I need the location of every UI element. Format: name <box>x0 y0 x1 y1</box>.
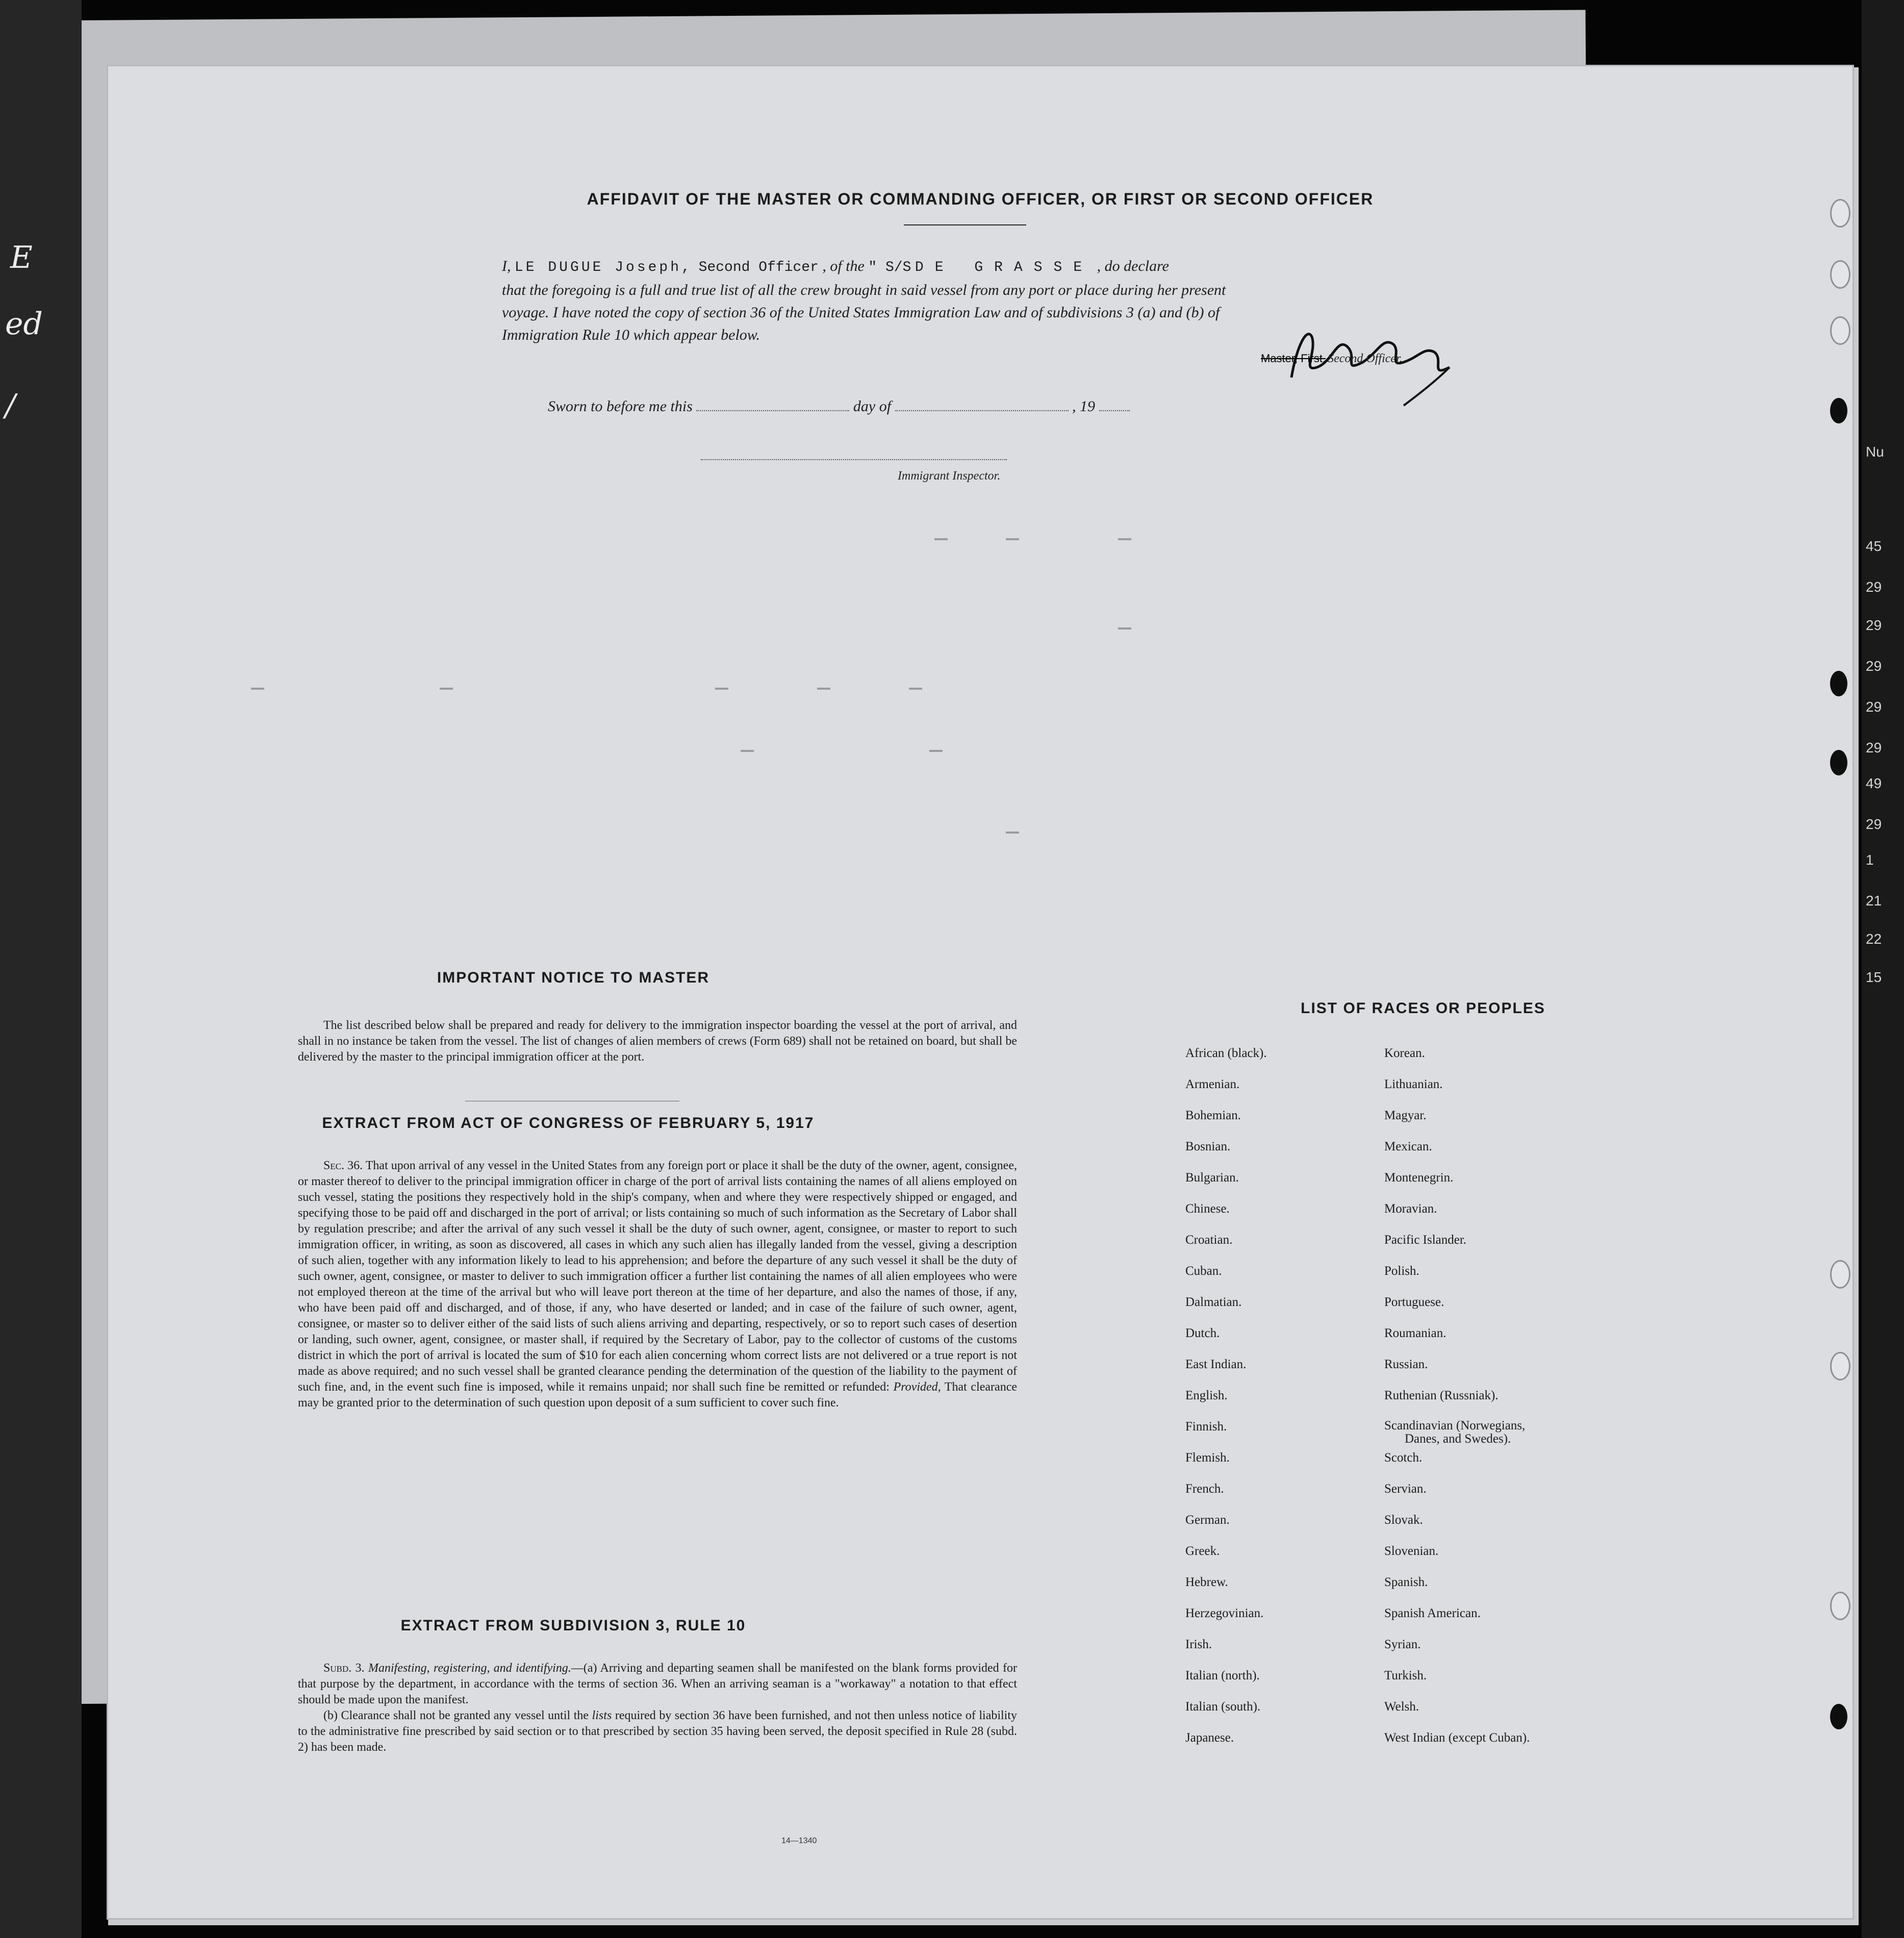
act-extract-text <box>298 1158 1017 1411</box>
bleed-mark <box>251 688 264 690</box>
race-item: West Indian (except Cuban). <box>1384 1731 1530 1745</box>
race-item: Polish. <box>1384 1264 1419 1278</box>
races-column-2 <box>1384 1046 1530 1761</box>
edge-number: Nu <box>1866 444 1884 460</box>
affidavit-title: AFFIDAVIT OF THE MASTER OR COMMANDING OFFICER, OR FIRST OR SECOND OFFICER <box>587 190 1374 208</box>
bleed-mark <box>715 688 728 690</box>
edge-number: 29 <box>1866 740 1882 756</box>
race-item: Servian. <box>1384 1482 1427 1496</box>
race-item: Welsh. <box>1384 1700 1419 1714</box>
signature-caption <box>1261 352 1403 366</box>
race-item: Magyar. <box>1384 1109 1427 1122</box>
race-item: Mexican. <box>1384 1140 1432 1153</box>
race-item: French. <box>1185 1482 1224 1496</box>
edge-number: 29 <box>1866 699 1882 715</box>
edge-handwriting: / <box>5 388 16 423</box>
affidavit-line-3: voyage. I have noted the copy of section 36 of the United States Immigration Law and of subdivisions 3 (a) and (b) of <box>502 304 1220 321</box>
subd-b-start: (b) Clearance shall not be granted any vessel until the <box>323 1709 589 1722</box>
race-item: Roumanian. <box>1384 1326 1446 1340</box>
race-item: Flemish. <box>1185 1451 1230 1465</box>
race-item: Croatian. <box>1185 1233 1233 1247</box>
act-extract-title: EXTRACT FROM ACT OF CONGRESS OF FEBRUARY 5, 1917 <box>322 1115 815 1131</box>
right-edge-strip <box>1862 0 1904 1938</box>
edge-number: 29 <box>1866 579 1882 595</box>
edge-number: 21 <box>1866 893 1882 909</box>
race-item: Russian. <box>1384 1357 1428 1371</box>
race-item: Irish. <box>1185 1638 1212 1651</box>
bleed-mark <box>929 750 943 752</box>
sworn-year-field <box>1099 410 1130 411</box>
race-item: Scotch. <box>1384 1451 1423 1465</box>
bleed-mark <box>1118 538 1131 540</box>
race-item: Cuban. <box>1185 1264 1222 1278</box>
race-item: Turkish. <box>1384 1669 1427 1682</box>
race-item: Spanish American. <box>1384 1606 1481 1620</box>
affidavit-line-2: that the foregoing is a full and true list of all the crew brought in said vessel from any port or place during her present <box>502 282 1226 298</box>
subd-b-end: required by section 36 have been furnished, and not then unless notice of liability to the administrative fine prescribed by said section or to that prescribed by section 35 having been served, the deposit specified in Rule 28 (subd. 2) has been made. <box>298 1709 1018 1754</box>
sworn-date-field <box>696 410 849 411</box>
title-rule <box>904 224 1026 225</box>
race-item: Dutch. <box>1185 1326 1220 1340</box>
edge-handwriting: E <box>10 240 33 275</box>
race-item: Greek. <box>1185 1544 1220 1558</box>
race-item: Portuguese. <box>1384 1295 1444 1309</box>
affidavit-line-4: Immigration Rule 10 which appear below. <box>502 326 760 343</box>
race-item: East Indian. <box>1185 1357 1247 1371</box>
bleed-mark <box>817 688 830 690</box>
sworn-line <box>548 398 1130 415</box>
subd-heading: Manifesting, registering, and identifying. <box>368 1662 571 1675</box>
edge-number: 29 <box>1866 617 1882 633</box>
subd-a-body: —(a) Arriving and departing seamen shall be manifested on the blank forms provided for that purpose by the department, in accordance with the terms of section 36. When an arriving seaman is a "workaway" a notation to that effect should be made upon the manifest. <box>298 1662 1017 1706</box>
race-item: Moravian. <box>1384 1202 1437 1216</box>
race-item: Bohemian. <box>1185 1109 1241 1122</box>
binder-hole <box>1830 316 1850 345</box>
race-item: Japanese. <box>1185 1731 1234 1745</box>
race-item: Slovak. <box>1384 1513 1423 1527</box>
affidavit-line-1 <box>502 255 1609 279</box>
binder-hole <box>1830 398 1847 423</box>
form-code: 14—1340 <box>781 1836 817 1845</box>
notice-paragraph: The list described below shall be prepared and ready for delivery to the immigration inspector boarding the vessel at the port of arrival, and shall in no instance be taken from the vessel. The list of changes of alien members of crews (Form 689) shall not be retained on board, but shall be delivered by the master to the principal immigration officer at the port. <box>298 1019 1017 1064</box>
race-item: Armenian. <box>1185 1077 1240 1091</box>
vessel-name: DE GRASSE <box>915 260 1094 275</box>
binder-hole <box>1830 199 1850 228</box>
binder-hole <box>1830 1260 1850 1289</box>
binder-hole <box>1830 260 1850 289</box>
sworn-prefix: Sworn to before me this <box>548 398 693 415</box>
race-item: Italian (north). <box>1185 1669 1260 1682</box>
binder-hole <box>1830 671 1847 696</box>
race-item: Montenegrin. <box>1384 1171 1454 1185</box>
edge-handwriting: ed <box>5 306 43 342</box>
inspector-signature-line <box>701 459 1007 460</box>
left-edge-strip <box>0 0 82 1938</box>
rule-extract-title: EXTRACT FROM SUBDIVISION 3, RULE 10 <box>400 1617 746 1634</box>
edge-number: 22 <box>1866 931 1882 947</box>
race-item: Chinese. <box>1185 1202 1230 1216</box>
race-item: Syrian. <box>1384 1638 1421 1651</box>
edge-number: 29 <box>1866 658 1882 674</box>
race-item: African (black). <box>1185 1046 1267 1060</box>
binder-hole <box>1830 1704 1847 1729</box>
rule-extract-text <box>298 1660 1017 1755</box>
race-item: Italian (south). <box>1185 1700 1261 1714</box>
race-item: Dalmatian. <box>1185 1295 1242 1309</box>
race-item: Korean. <box>1384 1046 1425 1060</box>
bleed-mark <box>440 688 453 690</box>
race-item: Herzegovinian. <box>1185 1606 1264 1620</box>
subd-label: Subd. 3. <box>323 1662 365 1675</box>
edge-number: 45 <box>1866 538 1882 554</box>
section-36-paragraph <box>298 1158 1017 1411</box>
race-item: Lithuanian. <box>1384 1077 1443 1091</box>
affidavit-pronoun: I, <box>502 258 511 274</box>
sworn-year-label: , 19 <box>1072 398 1096 415</box>
notice-text <box>298 1018 1017 1065</box>
document-page <box>108 66 1852 1918</box>
bleed-mark <box>1118 627 1131 630</box>
edge-number: 15 <box>1866 969 1882 985</box>
officer-rank: , Second Officer <box>681 260 819 275</box>
section-36-body: That upon arrival of any vessel in the United States from any foreign port or place it shall be the duty of the owner, agent, consignee, or master thereof to deliver to the principal immigration officer in charge of the port of arrival lists containing the names of all aliens employed on such vessel, stating the positions they respectively hold in the ship's company, when and where they were respectively shipped or engaged, and specifying those to be paid off and discharged in the port of arrival; or lists containing so much of such information as the Secretary of Labor shall by regulation prescribe; and after the arrival of any such vessel it shall be the duty of such owner, agent, consignee, or master to report to such immigration officer, in writing, as soon as discovered, all cases in which any such alien has illegally landed from the vessel, giving a description of such alien, together with any information likely to lead to his apprehension; and before the departure of any such vessel it shall be the duty of such owner, agent, consignee, or master to deliver to such immigration officer a further list containing the names of all alien employees who were not employed thereon at the time of the arrival but who will leave port thereon at the time of her departure, and also the names of those, if any, who have been paid off and discharged, and of those, if any, who have deserted or landed; and in case of the failure of such owner, agent, consignee, or master so to deliver either of the said lists of such aliens arriving and departing, respectively, or so to report such cases of desertion or landing, such owner, agent, consignee, or master shall, if required by the Secretary of Labor, pay to the collector of customs of the customs district in which the port of arrival is located the sum of $10 for each alien concerning whom correct lists are not delivered or a true report is not made as above required; and no such vessel shall be granted clearance pending the determination of the question of the liability to the payment of such fine, and, in the event such fine is imposed, while it remains unpaid; nor shall such fine be remitted or refunded: <box>298 1159 1017 1394</box>
binder-hole <box>1830 1352 1850 1380</box>
race-item-continuation: Danes, and Swedes). <box>1405 1432 1511 1446</box>
edge-number: 1 <box>1866 852 1874 868</box>
sworn-month-field <box>895 410 1069 411</box>
provided-word: Provided, <box>893 1380 941 1394</box>
of-the-label: , of the <box>822 258 865 274</box>
race-item: Bosnian. <box>1185 1140 1231 1153</box>
inspector-label: Immigrant Inspector. <box>898 469 1001 483</box>
edge-number: 29 <box>1866 816 1882 832</box>
section-label: Sec. 36. <box>323 1159 363 1172</box>
binder-hole <box>1830 1592 1850 1620</box>
race-item: Finnish. <box>1185 1420 1227 1433</box>
subdivision-a <box>298 1660 1017 1708</box>
second-officer-label: Second Officer. <box>1328 352 1403 365</box>
bleed-mark <box>934 538 948 540</box>
race-item: Slovenian. <box>1384 1544 1439 1558</box>
vessel-prefix: " S/S <box>868 260 911 275</box>
bleed-mark <box>909 688 922 690</box>
subdivision-b <box>298 1708 1017 1755</box>
section-36-end: That clearance may be granted prior to the determination of such question upon deposit of a sum sufficient to cover such fine. <box>298 1380 1017 1410</box>
notice-title: IMPORTANT NOTICE TO MASTER <box>437 969 710 986</box>
race-item-text: Scandinavian (Norwegians, <box>1384 1419 1526 1432</box>
race-item: Hebrew. <box>1185 1575 1228 1589</box>
edge-number: 49 <box>1866 775 1882 791</box>
race-item: Spanish. <box>1384 1575 1428 1589</box>
officer-name: LE DUGUE Joseph <box>515 260 682 275</box>
race-item: Ruthenian (Russniak). <box>1384 1389 1499 1402</box>
races-column-1 <box>1185 1046 1267 1761</box>
race-item: German. <box>1185 1513 1230 1527</box>
binder-hole <box>1830 750 1847 775</box>
bleed-mark <box>1006 538 1019 540</box>
race-item: Pacific Islander. <box>1384 1233 1467 1247</box>
races-title: LIST OF RACES OR PEOPLES <box>1301 1000 1545 1017</box>
race-item: English. <box>1185 1389 1228 1402</box>
sworn-day-label: day of <box>853 398 892 415</box>
bleed-mark <box>741 750 754 752</box>
declare-label: , do declare <box>1097 258 1169 274</box>
race-item: Bulgarian. <box>1185 1171 1239 1185</box>
bleed-mark <box>1006 832 1019 834</box>
struck-titles: Master, First, <box>1261 352 1326 365</box>
lists-word: lists <box>592 1709 612 1722</box>
race-item <box>1384 1419 1530 1450</box>
